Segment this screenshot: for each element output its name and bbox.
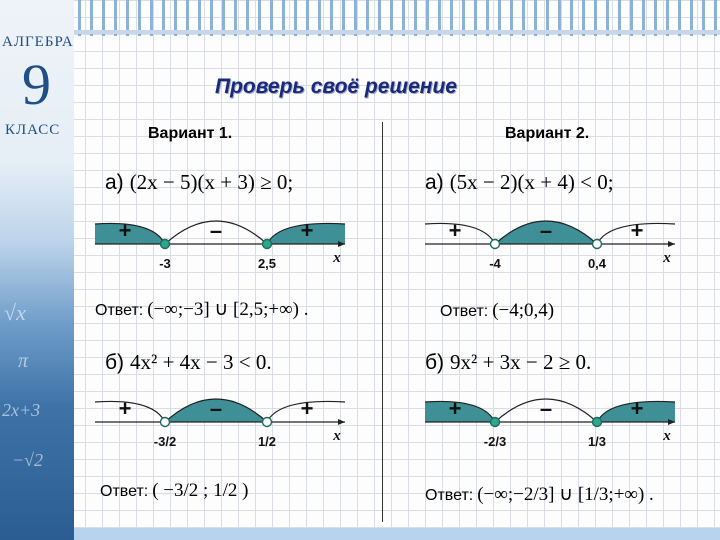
decor-formula-3: 2x+3 — [2, 400, 41, 420]
v1-a-sign-2: – — [209, 218, 223, 243]
v1-b-sign-1: + — [118, 396, 132, 421]
v2-b-number-line — [425, 390, 687, 452]
v2-a-point-2 — [593, 240, 602, 249]
bottom-strip — [74, 528, 720, 540]
v1-b-answer-label: Ответ: — [100, 483, 149, 500]
v1-a-number-line — [95, 212, 357, 274]
v2-b-point-label-2: 1/3 — [587, 434, 607, 449]
side-grade-number: 9 — [22, 52, 51, 117]
decor-formula-2: π — [18, 350, 29, 372]
v1-b-answer-value: ( −3/2 ; 1/2 ) — [152, 480, 249, 501]
v1-a-answer-value: (−∞;−3] ∪ [2,5;+∞) . — [147, 299, 309, 320]
v1-a-answer — [95, 298, 309, 321]
v2-a-answer-label: Ответ: — [440, 303, 489, 320]
v1-b-sign-2: – — [209, 396, 223, 421]
v2-a-sign-3: + — [630, 218, 644, 243]
v1-b-point-label-2: 1/2 — [257, 434, 277, 449]
v1-b-number-line — [95, 390, 357, 452]
v1-a-answer-label: Ответ: — [95, 302, 144, 319]
v2-a-number-line — [425, 212, 687, 274]
v2-b-sign-2: – — [539, 396, 553, 421]
side-word-algebra: АЛГЕБРА — [2, 34, 74, 50]
v2-b-sign-1: + — [448, 396, 462, 421]
v2-a-axis-arrow — [668, 241, 675, 247]
v1-b-expression: 4x² + 4x − 3 < 0. — [130, 350, 272, 374]
column-divider — [382, 122, 383, 522]
v1-b-point-2 — [263, 418, 272, 427]
v1-a-expression: (2x − 5)(x + 3) ≥ 0; — [129, 170, 294, 194]
v1-b-inequality — [105, 350, 272, 375]
v1-b-answer — [100, 480, 248, 502]
v2-a-inequality — [425, 170, 614, 195]
v2-b-answer-value: (−∞;−2/3] ∪ [1/3;+∞) . — [477, 484, 654, 505]
v1-a-point-label-1: -3 — [159, 256, 171, 271]
v2-a-point-label-1: -4 — [489, 256, 501, 271]
v2-b-point-1 — [491, 418, 500, 427]
v2-b-axis-label: x — [663, 428, 671, 444]
v1-a-axis-label: x — [333, 250, 341, 266]
v2-b-prefix: б) — [425, 351, 445, 374]
v1-a-sign-1: + — [118, 218, 132, 243]
v2-a-answer-value: (−4;0,4) — [492, 300, 555, 321]
v1-b-axis-arrow — [338, 419, 345, 425]
v1-b-point-1 — [161, 418, 170, 427]
v1-b-point-label-1: -3/2 — [153, 434, 177, 449]
v1-a-point-2 — [263, 240, 272, 249]
variant-1-heading: Вариант 1. — [148, 125, 233, 142]
v2-a-expression: (5x − 2)(x + 4) < 0; — [449, 170, 614, 194]
v2-b-sign-3: + — [630, 396, 644, 421]
v1-a-inequality — [105, 170, 293, 195]
variant-2-heading: Вариант 2. — [505, 125, 590, 142]
v2-a-point-1 — [491, 240, 500, 249]
v2-a-sign-2: – — [539, 218, 553, 243]
v1-b-axis-label: x — [333, 428, 341, 444]
v2-b-answer — [425, 483, 654, 506]
v2-a-sign-1: + — [448, 218, 462, 243]
decor-formula-1: √x — [4, 300, 26, 325]
side-panel — [0, 0, 74, 540]
v1-b-prefix: б) — [105, 351, 125, 374]
side-word-class: КЛАСС — [5, 122, 61, 138]
page-title: Проверь своё решение — [215, 75, 457, 98]
v1-b-sign-3: + — [300, 396, 314, 421]
v2-b-answer-label: Ответ: — [425, 487, 474, 504]
v2-b-expression: 9x² + 3x − 2 ≥ 0. — [450, 350, 592, 374]
spiral-rail — [74, 30, 720, 34]
v2-a-point-label-2: 0,4 — [587, 256, 607, 271]
v1-a-point-1 — [161, 240, 170, 249]
v1-a-sign-3: + — [300, 218, 314, 243]
v2-a-answer — [440, 300, 554, 322]
v1-a-prefix: а) — [105, 171, 124, 194]
v1-a-point-label-2: 2,5 — [257, 256, 277, 271]
decor-formula-4: −√2 — [12, 450, 44, 470]
v2-a-prefix: а) — [425, 171, 444, 194]
v2-b-point-2 — [593, 418, 602, 427]
v2-a-axis-label: x — [663, 250, 671, 266]
v2-b-inequality — [425, 350, 591, 375]
v2-b-point-label-1: -2/3 — [483, 434, 507, 449]
